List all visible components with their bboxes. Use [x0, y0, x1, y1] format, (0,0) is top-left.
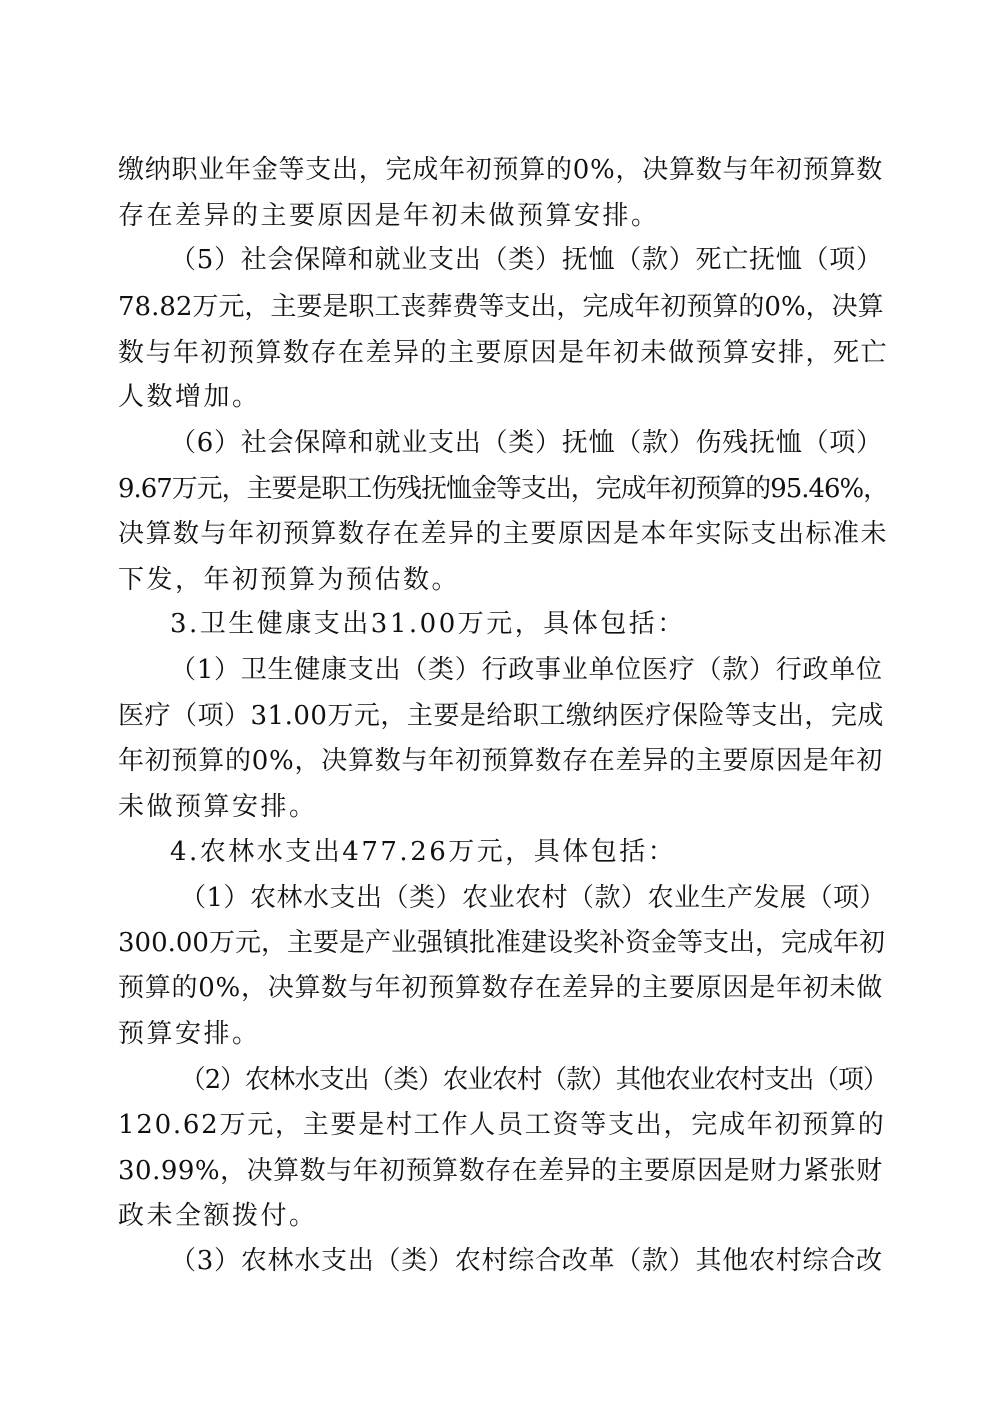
text-line: 下发，年初预算为预估数。: [118, 565, 461, 595]
section-heading: 4.农林水支出477.26万元，具体包括：: [170, 837, 677, 867]
paragraph-heading: （1）卫生健康支出（类）行政事业单位医疗（款）行政单位: [170, 655, 883, 685]
text-line: 医疗（项）31.00万元，主要是给职工缴纳医疗保险等支出，完成: [118, 701, 884, 731]
section-heading: 3.卫生健康支出31.00万元，具体包括：: [170, 609, 686, 639]
text-line: 未做预算安排。: [118, 792, 318, 822]
paragraph-heading: （5）社会保障和就业支出（类）抚恤（款）死亡抚恤（项）: [170, 245, 883, 275]
text-line: 120.62万元，主要是村工作人员工资等支出，完成年初预算的: [118, 1110, 886, 1140]
paragraph-heading: （1）农林水支出（类）农业农村（款）农业生产发展（项）: [180, 883, 887, 913]
text-line: 决算数与年初预算数存在差异的主要原因是本年实际支出标准未: [118, 519, 889, 549]
paragraph-heading: （2）农林水支出（类）农业农村（款）其他农业农村支出（项）: [180, 1065, 888, 1095]
paragraph-heading: （6）社会保障和就业支出（类）抚恤（款）伤残抚恤（项）: [170, 428, 883, 458]
text-line: 数与年初预算数存在差异的主要原因是年初未做预算安排，死亡: [118, 338, 889, 368]
text-line: 预算的0%，决算数与年初预算数存在差异的主要原因是年初未做: [118, 973, 883, 1003]
text-line: 300.00万元，主要是产业强镇批准建设奖补资金等支出，完成年初: [118, 928, 885, 958]
text-line: 政未全额拨付。: [118, 1201, 318, 1231]
paragraph-heading: （3）农林水支出（类）农村综合改革（款）其他农村综合改: [170, 1246, 883, 1276]
text-line: 存在差异的主要原因是年初未做预算安排。: [118, 201, 660, 231]
text-line: 预算安排。: [118, 1019, 261, 1049]
text-line: 78.82万元，主要是职工丧葬费等支出，完成年初预算的0%，决算: [118, 292, 884, 322]
text-line: 人数增加。: [118, 382, 261, 412]
text-line: 9.67万元，主要是职工伤残抚恤金等支出，完成年初预算的95.46%，: [118, 474, 889, 504]
text-line: 缴纳职业年金等支出，完成年初预算的0%，决算数与年初预算数: [118, 155, 883, 185]
text-line: 年初预算的0%，决算数与年初预算数存在差异的主要原因是年初: [118, 746, 883, 776]
text-line: 30.99%，决算数与年初预算数存在差异的主要原因是财力紧张财: [118, 1156, 883, 1186]
